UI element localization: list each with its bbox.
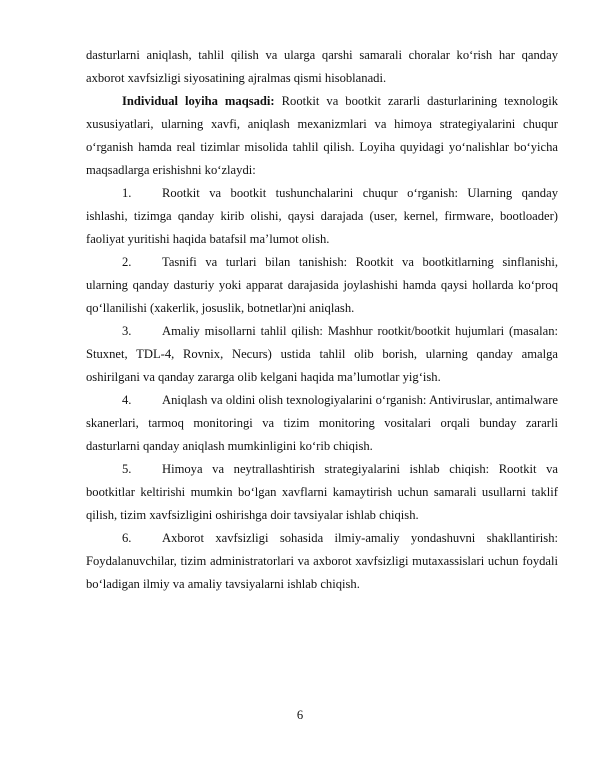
list-item-number: 5.	[122, 462, 132, 476]
list-item-text: Tasnifi va turlari bilan tanishish: Rootkit va bootkitlarning sinflanishi, ularning qanday dasturiy yoki apparat darajasida joylashishi hamda qaysi hollarda ko‘proq qo‘llanilishi (xakerlik, josuslik, botnetlar)ni aniqlash.	[86, 255, 558, 315]
list-item-5	[86, 458, 558, 527]
objective-paragraph	[86, 90, 558, 182]
document-page	[86, 44, 558, 596]
list-item-number: 6.	[122, 531, 132, 545]
list-item-text: Axborot xavfsizligi sohasida ilmiy-amaliy yondashuvni shakllantirish: Foydalanuvchilar, tizim administratorlari va axborot xavfsizligi mutaxassislari uchun foydali bo‘ladigan ilmiy va amaliy tavsiyalarni ishlab chiqish.	[86, 531, 558, 591]
list-item-6	[86, 527, 558, 596]
page-number: 6	[296, 708, 304, 722]
list-item-4	[86, 389, 558, 458]
list-item-number: 4.	[122, 393, 132, 407]
list-item-number: 2.	[122, 255, 132, 269]
objective-heading: Individual loyiha maqsadi:	[122, 94, 275, 108]
list-item-2	[86, 251, 558, 320]
list-item-1	[86, 182, 558, 251]
intro-paragraph: dasturlarni aniqlash, tahlil qilish va ularga qarshi samarali choralar ko‘rish har qanday axborot xavfsizligi siyosatining ajralmas qismi hisoblanadi.	[86, 48, 558, 85]
list-item-number: 3.	[122, 324, 132, 338]
list-item-text: Aniqlash va oldini olish texnologiyalarini o‘rganish: Antiviruslar, antimalware skanerlari, tarmoq monitoringi va tizim monitoring vositalari orqali bunday zararli dasturlarni qanday aniqlash mumkinligini ko‘rib chiqish.	[86, 393, 558, 453]
objective-text: Rootkit va bootkit zararli dasturlarining texnologik xususiyatlari, ularning xavfi, aniqlash mexanizmlari va himoya strategiyalarini chuqur o‘rganish hamda real tizimlar misolida tahlil qilish. Loyiha quyidagi yo‘nalishlar bo‘yicha maqsadlarga erishishni ko‘zlaydi:	[86, 94, 558, 177]
list-item-text: Amaliy misollarni tahlil qilish: Mashhur rootkit/bootkit hujumlari (masalan: Stuxnet, TDL-4, Rovnix, Necurs) ustida tahlil olib borish, ularning qanday amalga oshirilgani va qanday zararga olib kelgani haqida ma’lumotlar yig‘ish.	[86, 324, 558, 384]
list-item-3	[86, 320, 558, 389]
list-item-text: Himoya va neytrallashtirish strategiyalarini ishlab chiqish: Rootkit va bootkitlar keltirishi mumkin bo‘lgan xavflarni kamaytirish uchun samarali usullarni taklif qilish, tizim xavfsizligini oshirishga doir tavsiyalar ishlab chiqish.	[86, 462, 558, 522]
list-item-number: 1.	[122, 186, 132, 200]
list-item-text: Rootkit va bootkit tushunchalarini chuqur o‘rganish: Ularning qanday ishlashi, tizimga qanday kirib olishi, qaysi darajada (user, kernel, firmware, bootloader) faoliyat yuritishi haqida batafsil ma’lumot olish.	[86, 186, 558, 246]
